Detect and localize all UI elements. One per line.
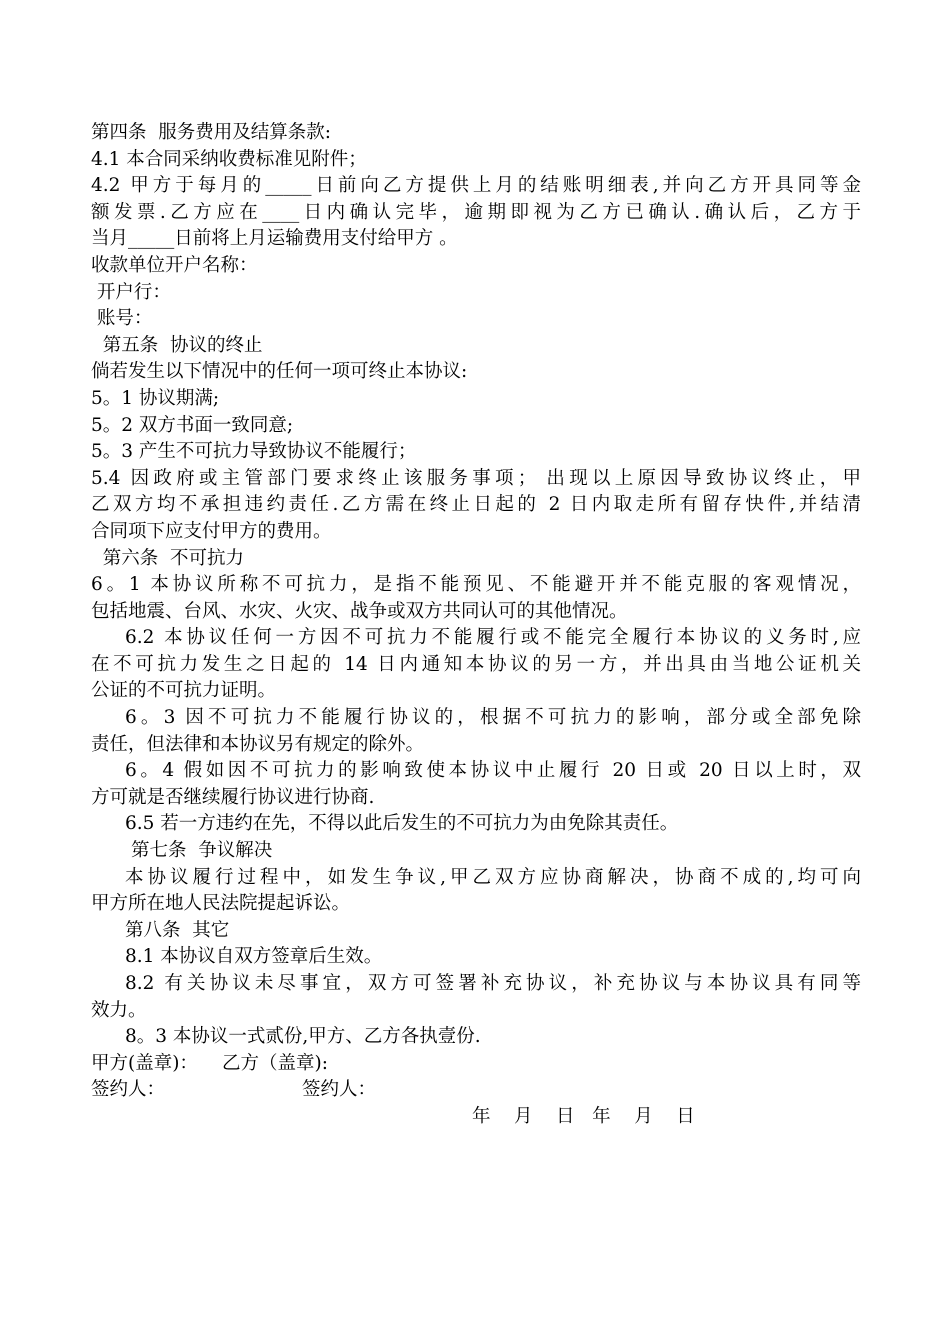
contract-line: 4.1 本合同采纳收费标准见附件； (91, 148, 367, 170)
contract-line: 责任，但法律和本协议另有规定的除外。 (91, 733, 425, 755)
party-b-signer-label: 签约人： (302, 1079, 377, 1101)
contract-line: 包括地震、台风、水灾、火灾、战争或双方共同认可的其他情况。 (91, 600, 628, 622)
contract-line: 收款单位开户名称： (91, 254, 258, 276)
contract-line: 在不可抗力发生之日起的 14 日内通知本协议的另一方，并出具由当地公证机关 (91, 653, 861, 675)
contract-line: 第四条 服务费用及结算条款: (91, 122, 331, 143)
contract-line: 6.5 若一方违约在先，不得以此后发生的不可抗力为由免除其责任。 (125, 813, 679, 835)
contract-line: 5.4 因政府或主管部门要求终止该服务事项； 出现以上原因导致协议终止，甲 (91, 467, 861, 489)
contract-line: 开户行： (91, 281, 171, 303)
contract-line: 6。1 本协议所称不可抗力，是指不能预见、不能避开并不能克服的客观情况， (91, 574, 861, 596)
contract-line: 效力。 (91, 999, 147, 1021)
contract-line: 4.2 甲方于每月的_____日前向乙方提供上月的结账明细表,并向乙方开具同等金 (91, 175, 861, 197)
contract-line: 倘若发生以下情况中的任何一项可终止本协议: (91, 361, 468, 383)
contract-line: 甲方所在地人民法院提起诉讼。 (91, 893, 351, 915)
contract-body (91, 120, 861, 1051)
contract-line: 6.2 本协议任何一方因不可抗力不能履行或不能完全履行本协议的义务时,应 (125, 627, 861, 649)
contract-line: 本协议履行过程中，如发生争议,甲乙双方应协商解决，协商不成的,均可向 (125, 866, 861, 888)
party-a-signer-label: 签约人： (91, 1079, 166, 1101)
contract-line: 6。4 假如因不可抗力的影响致使本协议中止履行 20 日或 20 日以上时，双 (125, 760, 861, 782)
contract-line: 6。3 因不可抗力不能履行协议的，根据不可抗力的影响，部分或全部免除 (125, 707, 861, 729)
date-row (91, 1104, 861, 1131)
contract-line: 方可就是否继续履行协议进行协商. (91, 786, 375, 808)
signer-row (91, 1077, 861, 1104)
contract-line: 公证的不可抗力证明。 (91, 680, 277, 702)
contract-line: 第八条 其它 (125, 919, 230, 941)
contract-line: 合同项下应支付甲方的费用。 (91, 520, 332, 542)
contract-line: 额发票.乙方应在____日内确认完毕，逾期即视为乙方已确认.确认后，乙方于 (91, 201, 861, 223)
contract-line: 5。3 产生不可抗力导致协议不能履行； (91, 441, 417, 463)
contract-line: 第五条 协议的终止 (91, 334, 263, 356)
contract-line: 乙双方均不承担违约责任.乙方需在终止日起的 2 日内取走所有留存快件,并结清 (91, 494, 861, 516)
contract-line: 第七条 争议解决 (131, 840, 273, 862)
party-a-seal-label: 甲方(盖章)： (91, 1052, 198, 1074)
contract-line: 账号： (91, 308, 153, 330)
contract-page (91, 120, 861, 1131)
contract-line: 当月_____日前将上月运输费用支付给甲方 。 (91, 228, 458, 250)
contract-line: 第六条 不可抗力 (91, 547, 245, 569)
contract-line: 5。2 双方书面一致同意; (91, 414, 294, 436)
contract-line: 8。3 本协议一式贰份,甲方、乙方各执壹份. (125, 1026, 481, 1048)
contract-line: 5。1 协议期满; (91, 387, 220, 409)
seal-row (91, 1051, 861, 1078)
contract-line: 8.1 本协议自双方签章后生效。 (125, 946, 383, 968)
party-b-seal-label: 乙方（盖章): (222, 1052, 328, 1074)
signing-date-line: 年 月 日 年 月 日 (472, 1105, 695, 1127)
contract-line: 8.2 有关协议未尽事宜，双方可签署补充协议，补充协议与本协议具有同等 (125, 973, 861, 994)
